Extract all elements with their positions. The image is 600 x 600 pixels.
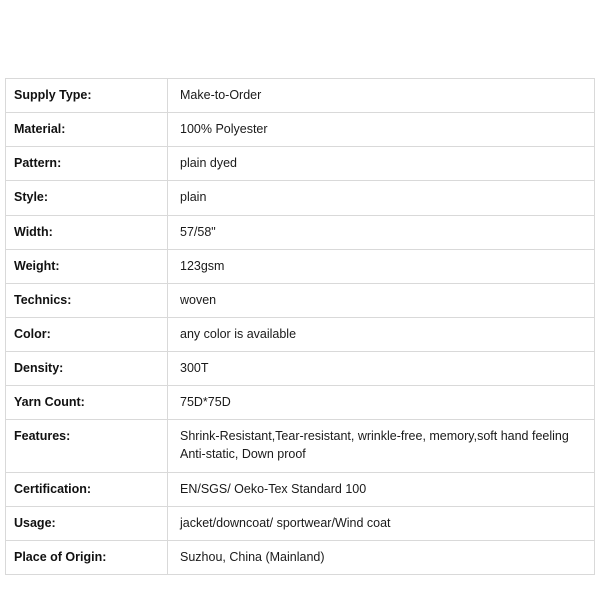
table-row bbox=[6, 386, 595, 420]
row-value-line: Make-to-Order bbox=[180, 88, 262, 102]
row-label: Width: bbox=[6, 215, 168, 249]
row-label: Density: bbox=[6, 352, 168, 386]
row-value bbox=[168, 506, 595, 540]
table-row bbox=[6, 79, 595, 113]
row-label: Weight: bbox=[6, 249, 168, 283]
row-value bbox=[168, 540, 595, 574]
row-value bbox=[168, 215, 595, 249]
row-label: Supply Type: bbox=[6, 79, 168, 113]
row-label: Style: bbox=[6, 181, 168, 215]
row-value-line: plain bbox=[180, 190, 207, 205]
row-value-line: EN/SGS/ Oeko-Tex Standard 100 bbox=[180, 481, 367, 496]
table-row bbox=[6, 352, 595, 386]
row-value-line: Suzhou, China (Mainland) bbox=[180, 549, 325, 564]
row-value bbox=[168, 352, 595, 386]
table-row bbox=[6, 249, 595, 283]
row-value bbox=[168, 249, 595, 283]
table-row bbox=[6, 147, 595, 181]
row-label: Pattern: bbox=[6, 147, 168, 181]
table-row bbox=[6, 113, 595, 147]
row-value bbox=[168, 420, 595, 472]
row-value bbox=[168, 317, 595, 351]
table-row bbox=[6, 181, 595, 215]
table-row bbox=[6, 215, 595, 249]
row-value bbox=[168, 283, 595, 317]
row-value-line: 57/58" bbox=[180, 224, 216, 239]
table-row bbox=[6, 540, 595, 574]
row-label: Place of Origin: bbox=[6, 540, 168, 574]
row-label: Certification: bbox=[6, 472, 168, 506]
table-row bbox=[6, 506, 595, 540]
table-row bbox=[6, 317, 595, 351]
row-label: Features: bbox=[6, 420, 168, 472]
row-value bbox=[168, 181, 595, 215]
row-value-line: 75D*75D bbox=[180, 395, 231, 410]
specification-table-body bbox=[6, 79, 595, 575]
row-value bbox=[168, 113, 595, 147]
row-value bbox=[168, 147, 595, 181]
specification-table bbox=[5, 78, 595, 575]
row-value-line: Shrink-Resistant,Tear-resistant, wrinkle-free, memory,soft hand feeling bbox=[180, 429, 569, 444]
row-value-line-secondary: Anti-static, Down proof bbox=[180, 447, 306, 462]
row-label: Yarn Count: bbox=[6, 386, 168, 420]
row-value-line: any color is available bbox=[180, 326, 297, 341]
row-value bbox=[168, 386, 595, 420]
table-row bbox=[6, 472, 595, 506]
row-label: Usage: bbox=[6, 506, 168, 540]
row-value-line: 100% Polyester bbox=[180, 122, 268, 137]
row-value bbox=[168, 472, 595, 506]
row-label: Technics: bbox=[6, 283, 168, 317]
table-row bbox=[6, 420, 595, 472]
row-value-line: plain dyed bbox=[180, 156, 237, 171]
row-value-line: 123gsm bbox=[180, 258, 225, 273]
row-value bbox=[168, 79, 595, 113]
specification-table-container bbox=[5, 78, 595, 575]
table-row bbox=[6, 283, 595, 317]
row-value-line: 300T bbox=[180, 361, 209, 375]
row-label: Material: bbox=[6, 113, 168, 147]
row-label: Color: bbox=[6, 317, 168, 351]
row-value-line: jacket/downcoat/ sportwear/Wind coat bbox=[180, 515, 391, 530]
row-value-line: woven bbox=[180, 292, 217, 307]
